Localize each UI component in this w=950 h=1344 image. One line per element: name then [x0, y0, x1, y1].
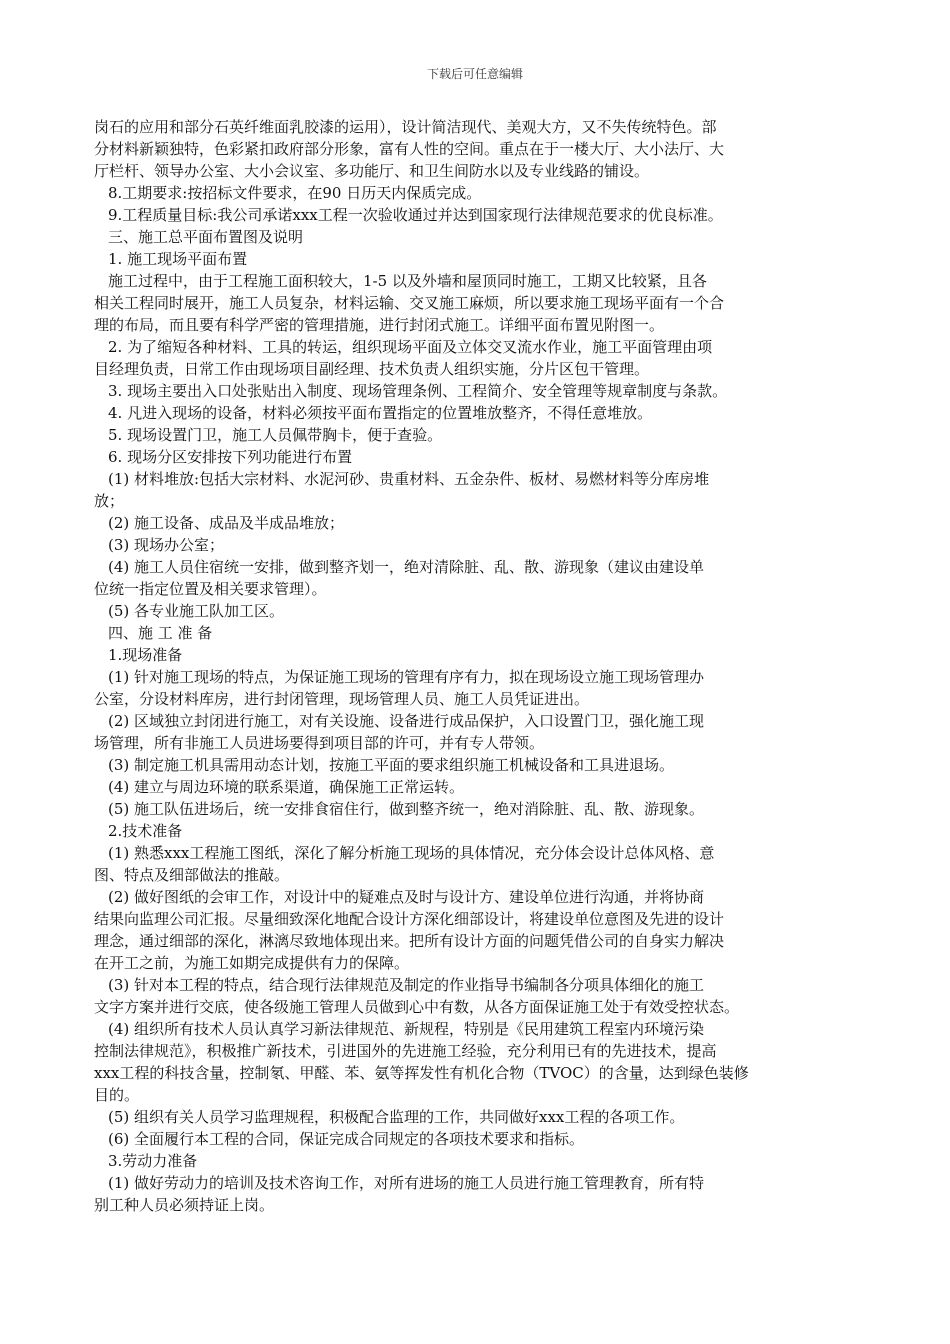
text-line: (3) 现场办公室；: [108, 536, 225, 554]
text-line: 三、施工总平面布置图及说明: [108, 228, 304, 246]
text-line: 位统一指定位置及相关要求管理）。: [94, 580, 327, 598]
text-line: (6) 全面履行本工程的合同，保证完成合同规定的各项技术要求和指标。: [108, 1130, 585, 1148]
text-line: 1. 施工现场平面布置: [108, 250, 248, 268]
text-line: 文字方案并进行交底，使各级施工管理人员做到心中有数，从各方面保证施工处于有效受控状态。: [94, 998, 740, 1016]
text-line: (4) 建立与周边环境的联系渠道，确保施工正常运转。: [108, 778, 465, 796]
text-line: 相关工程同时展开，施工人员复杂，材料运输、交叉施工麻烦，所以要求施工现场平面有一个合: [94, 294, 725, 312]
text-line: 3.劳动力准备: [108, 1152, 198, 1170]
text-line: (1) 材料堆放:包括大宗材料、水泥河砂、贵重材料、五金杂件、板材、易燃材料等分库房堆: [108, 470, 710, 488]
text-line: (4) 组织所有技术人员认真学习新法律规范、新规程，特别是《民用建筑工程室内环境污染: [108, 1020, 705, 1038]
text-line: (5) 组织有关人员学习监理规程，积极配合监理的工作，共同做好xxx工程的各项工作。: [108, 1108, 685, 1126]
text-line: (3) 针对本工程的特点，结合现行法律规范及制定的作业指导书编制各分项具体细化的施工: [108, 976, 705, 994]
text-line: 别工种人员必须持证上岗。: [94, 1196, 275, 1214]
text-line: 目经理负责，日常工作由现场项目副经理、技术负责人组织实施，分片区包干管理。: [94, 360, 650, 378]
text-line: 岗石的应用和部分石英纤维面乳胶漆的运用），设计简洁现代、美观大方，又不失传统特色。部: [94, 118, 717, 136]
text-line: 场管理，所有非施工人员进场要得到项目部的许可，并有专人带领。: [94, 734, 545, 752]
text-line: 2. 为了缩短各种材料、工具的转运，组织现场平面及立体交叉流水作业，施工平面管理由项: [108, 338, 713, 356]
text-line: 厅栏杆、领导办公室、大小会议室、多功能厅、和卫生间防水以及专业线路的铺设。: [94, 162, 650, 180]
text-line: (2) 区域独立封闭进行施工，对有关设施、设备进行成品保护，入口设置门卫，强化施工现: [108, 712, 705, 730]
text-line: 理的布局，而且要有科学严密的管理措施，进行封闭式施工。详细平面布置见附图一。: [94, 316, 665, 334]
text-line: 5. 现场设置门卫，施工人员佩带胸卡，便于查验。: [108, 426, 443, 444]
text-line: 2.技术准备: [108, 822, 183, 840]
text-line: (2) 施工设备、成品及半成品堆放；: [108, 514, 345, 532]
text-line: 图、特点及细部做法的推敲。: [94, 866, 290, 884]
text-line: (3) 制定施工机具需用动态计划，按施工平面的要求组织施工机械设备和工具进退场。: [108, 756, 675, 774]
text-line: 控制法律规范》，积极推广新技术，引进国外的先进施工经验，充分利用已有的先进技术，提高: [94, 1042, 717, 1060]
text-line: 8.工期要求:按招标文件要求，在90 日历天内保质完成。: [108, 184, 482, 202]
text-line: (5) 施工队伍进场后，统一安排食宿住行，做到整齐统一，绝对消除脏、乱、散、游现象。: [108, 800, 705, 818]
text-line: (5) 各专业施工队加工区。: [108, 602, 285, 620]
text-line: 四、施 工 准 备: [108, 624, 213, 642]
text-line: 3. 现场主要出入口处张贴出入制度、现场管理条例、工程简介、安全管理等规章制度与条款。: [108, 382, 728, 400]
text-line: 放；: [94, 492, 125, 510]
text-line: (4) 施工人员住宿统一安排，做到整齐划一，绝对清除脏、乱、散、游现象（建议由建设单: [108, 558, 705, 576]
text-line: xxx工程的科技含量，控制氡、甲醛、苯、氨等挥发性有机化合物（TVOC）的含量，达到绿色装修: [94, 1064, 749, 1082]
text-line: (1) 做好劳动力的培训及技术咨询工作，对所有进场的施工人员进行施工管理教育，所有特: [108, 1174, 705, 1192]
text-line: (1) 针对施工现场的特点，为保证施工现场的管理有序有力，拟在现场设立施工现场管理办: [108, 668, 705, 686]
text-line: 结果向监理公司汇报。尽量细致深化地配合设计方深化细部设计，将建设单位意图及先进的设计: [94, 910, 725, 928]
document-body: [94, 116, 886, 1216]
page-header: 下载后可任意编辑: [426, 67, 523, 81]
text-line: 在开工之前，为施工如期完成提供有力的保障。: [94, 954, 410, 972]
text-line: 分材料新颖独特，色彩紧扣政府部分形象，富有人性的空间。重点在于一楼大厅、大小法厅、大: [94, 140, 725, 158]
text-line: 1.现场准备: [108, 646, 183, 664]
text-line: 9.工程质量目标:我公司承诺xxx工程一次验收通过并达到国家现行法律规范要求的优良标准。: [108, 206, 723, 224]
text-line: 6. 现场分区安排按下列功能进行布置: [108, 448, 353, 466]
text-line: 施工过程中，由于工程施工面积较大，1-5 以及外墙和屋顶同时施工，工期又比较紧，且各: [108, 272, 707, 290]
text-line: 理念，通过细部的深化，淋漓尽致地体现出来。把所有设计方面的问题凭借公司的自身实力解决: [94, 932, 725, 950]
text-line: 公室，分设材料库房，进行封闭管理，现场管理人员、施工人员凭证进出。: [94, 690, 590, 708]
text-line: (1) 熟悉xxx工程施工图纸，深化了解分析施工现场的具体情况，充分体会设计总体风格、意: [108, 844, 715, 862]
text-line: 4. 凡进入现场的设备，材料必须按平面布置指定的位置堆放整齐，不得任意堆放。: [108, 404, 653, 422]
text-line: 目的。: [94, 1086, 140, 1104]
text-line: (2) 做好图纸的会审工作，对设计中的疑难点及时与设计方、建设单位进行沟通，并将协商: [108, 888, 705, 906]
